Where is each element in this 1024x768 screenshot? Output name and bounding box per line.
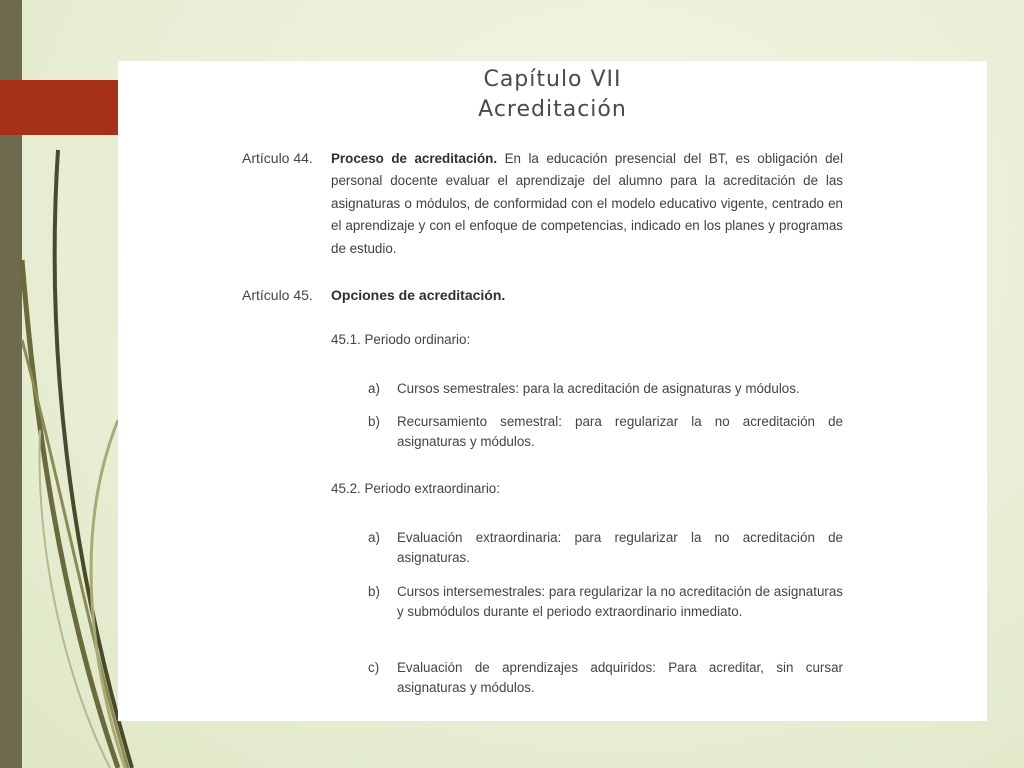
item-letter: a) xyxy=(368,530,380,545)
section-45-2-heading: 45.2. Periodo extraordinario: xyxy=(331,481,500,496)
item-text: Cursos semestrales: para la acreditación de asignaturas y módulos. xyxy=(397,381,800,396)
item-text: Cursos intersemestrales: para regularizar la no acreditación de asignaturas y submódulos durante el periodo extraordinario inmediato. xyxy=(397,584,843,619)
article-45-title: Opciones de acreditación. xyxy=(331,287,506,303)
item-letter: c) xyxy=(368,660,380,675)
chapter-title: Acreditación xyxy=(478,97,627,122)
article-44-label: Artículo 44. xyxy=(242,150,313,166)
article-45-label: Artículo 45. xyxy=(242,287,313,303)
item-letter: b) xyxy=(368,414,380,429)
article-44-title: Proceso de acreditación. xyxy=(331,151,498,166)
article-44-body xyxy=(331,148,843,260)
article-44-text: En la educación presencial del BT, es obligación del personal docente evaluar el aprendizaje del alumno para la acreditación de las asignaturas o módulos, de conformidad con el modelo educativo vigente, centrado en el aprendizaje y con el enfoque de competencias, indicado en los planes y programas de estudio. xyxy=(331,151,843,256)
chapter-number: Capítulo VII xyxy=(483,67,622,92)
item-text: Evaluación extraordinaria: para regularizar la no acreditación de asignaturas. xyxy=(397,530,843,565)
item-letter: a) xyxy=(368,381,380,396)
item-text: Evaluación de aprendizajes adquiridos: Para acreditar, sin cursar asignaturas y módulos. xyxy=(397,660,843,695)
item-text: Recursamiento semestral: para regularizar la no acreditación de asignaturas y módulos. xyxy=(397,414,843,449)
section-45-1-heading: 45.1. Periodo ordinario: xyxy=(331,332,471,347)
item-letter: b) xyxy=(368,584,380,599)
document-image xyxy=(118,61,987,721)
